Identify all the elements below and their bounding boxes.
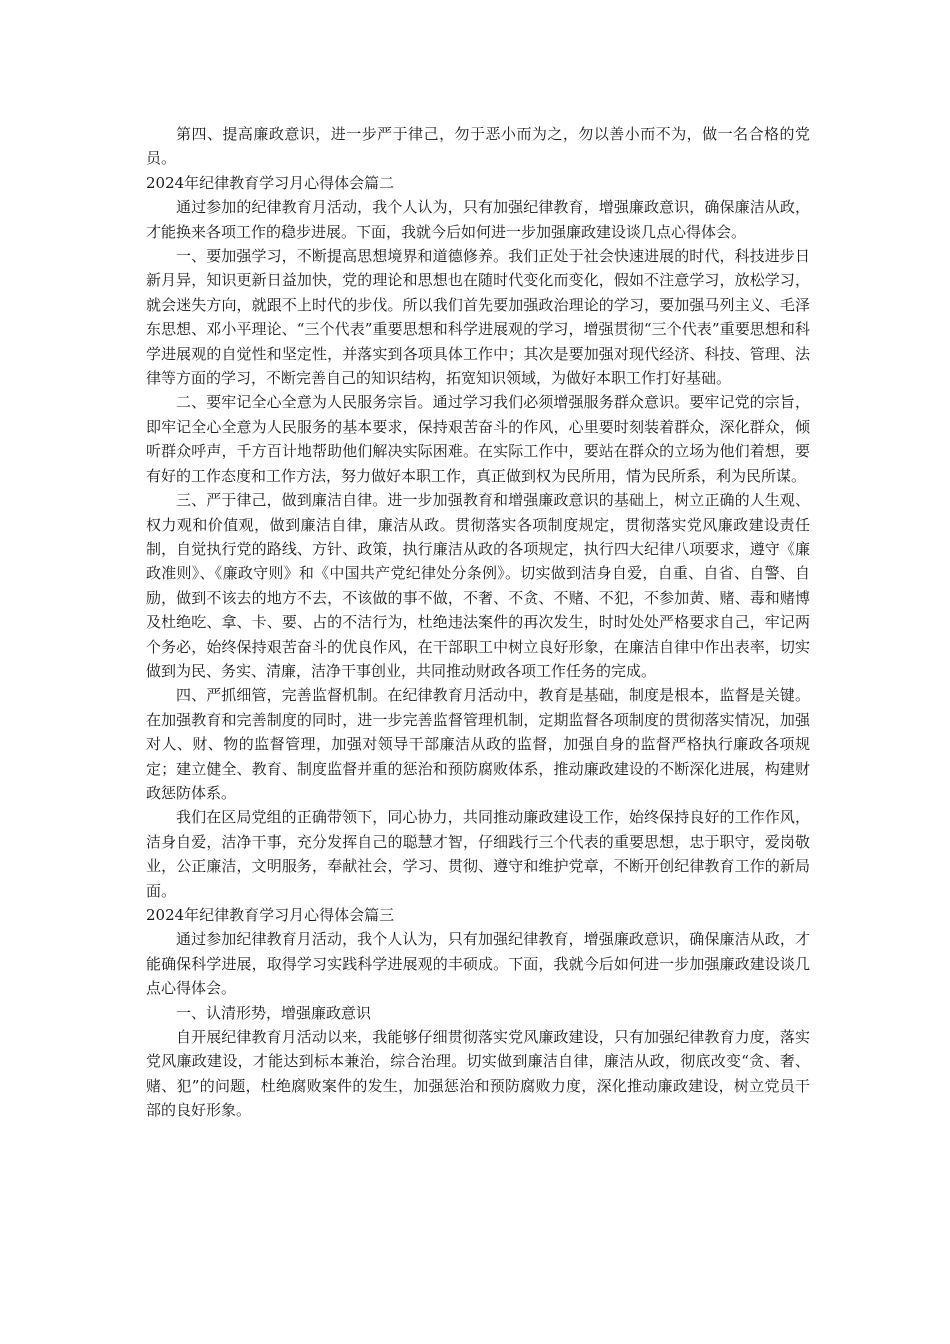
subheading: 一、认清形势，增强廉政意识: [176, 1003, 372, 1022]
document-body: [146, 122, 810, 1123]
section-heading: 2024年纪律教育学习月心得体会篇二: [146, 173, 395, 192]
paragraph: 通过参加纪律教育月活动，我个人认为，只有加强纪律教育，增强廉政意识，确保廉洁从政，才能确保科学进展，取得学习实践科学进展观的丰硕成。下面，我就今后如何进一步加强廉政建设谈几点心得体会。: [146, 930, 810, 998]
paragraph: 二、要牢记全心全意为人民服务宗旨。通过学习我们必须增强服务群众意识。要牢记党的宗旨，即牢记全心全意为人民服务的基本要求，保持艰苦奋斗的作风，心里要时刻装着群众，深化群众，倾听群众呼声，千方百计地帮助他们解决实际困难。在实际工作中，要站在群众的立场为他们着想，要有好的工作态度和工作方法，努力做好本职工作，真正做到权为民所用，情为民所系，利为民所谋。: [146, 393, 810, 485]
paragraph: 自开展纪律教育月活动以来，我能够仔细贯彻落实党风廉政建设，只有加强纪律教育力度，落实党风廉政建设，才能达到标本兼治，综合治理。切实做到廉洁自律，廉洁从政，彻底改变“贪、奢、赌、犯”的问题，杜绝腐败案件的发生，加强惩治和预防腐败力度，深化推动廉政建设，树立党员干部的良好形象。: [146, 1028, 810, 1120]
section-heading: 2024年纪律教育学习月心得体会篇三: [146, 906, 395, 924]
paragraph: 通过参加的纪律教育月活动，我个人认为，只有加强纪律教育，增强廉政意识，确保廉洁从政，才能换来各项工作的稳步进展。下面，我就今后如何进一步加强廉政建设谈几点心得体会。: [146, 198, 810, 241]
paragraph: 一、要加强学习，不断提高思想境界和道德修养。我们正处于社会快速进展的时代，科技进步日新月异，知识更新日益加快，党的理论和思想也在随时代变化而变化，假如不注意学习，放松学习，就会迷失方向，就跟不上时代的步伐。所以我们首先要加强政治理论的学习，要加强马列主义、毛泽东思想、邓小平理论、“三个代表”重要思想和科学进展观的学习，增强贯彻“三个代表”重要思想和科学进展观的自觉性和坚定性，并落实到各项具体工作中；其次是要加强对现代经济、科技、管理、法律等方面的学习，不断完善自己的知识结构，拓宽知识领域，为做好本职工作打好基础。: [146, 247, 810, 388]
paragraph: 第四、提高廉政意识，进一步严于律己，勿于恶小而为之，勿以善小而不为，做一名合格的党员。: [146, 125, 810, 168]
paragraph: 我们在区局党组的正确带领下，同心协力，共同推动廉政建设工作，始终保持良好的工作作风，洁身自爱，洁净干事，充分发挥自己的聪慧才智，仔细践行三个代表的重要思想，忠于职守，爱岗敬业，公正廉洁，文明服务，奉献社会，学习、贯彻、遵守和维护党章，不断开创纪律教育工作的新局面。: [146, 808, 810, 900]
paragraph: 四、严抓细管，完善监督机制。在纪律教育月活动中，教育是基础，制度是根本，监督是关键。在加强教育和完善制度的同时，进一步完善监督管理机制，定期监督各项制度的贯彻落实情况，加强对人、财、物的监督管理，加强对领导干部廉洁从政的监督，加强自身的监督严格执行廉政各项规定；建立健全、教育、制度监督并重的惩治和预防腐败体系，推动廉政建设的不断深化进展，构建财政惩防体系。: [146, 686, 810, 802]
paragraph: 三、严于律己，做到廉洁自律。进一步加强教育和增强廉政意识的基础上，树立正确的人生观、权力观和价值观，做到廉洁自律，廉洁从政。贯彻落实各项制度规定，贯彻落实党风廉政建设责任制，自觉执行党的路线、方针、政策，执行廉洁从政的各项规定，执行四大纪律八项要求，遵守《廉政准则》、《廉政守则》和《中国共产党纪律处分条例》。切实做到洁身自爱，自重、自省、自警、自励，做到不该去的地方不去，不该做的事不做，不奢、不贪、不赌、不犯，不参加黄、赌、毒和赌博及杜绝吃、拿、卡、要、占的不洁行为，杜绝违法案件的再次发生，时时处处严格要求自己，牢记两个务必，始终保持艰苦奋斗的优良作风，在干部职工中树立良好形象，在廉洁自律中作出表率，切实做到为民、务实、清廉，洁净干事创业，共同推动财政各项工作任务的完成。: [146, 491, 810, 680]
